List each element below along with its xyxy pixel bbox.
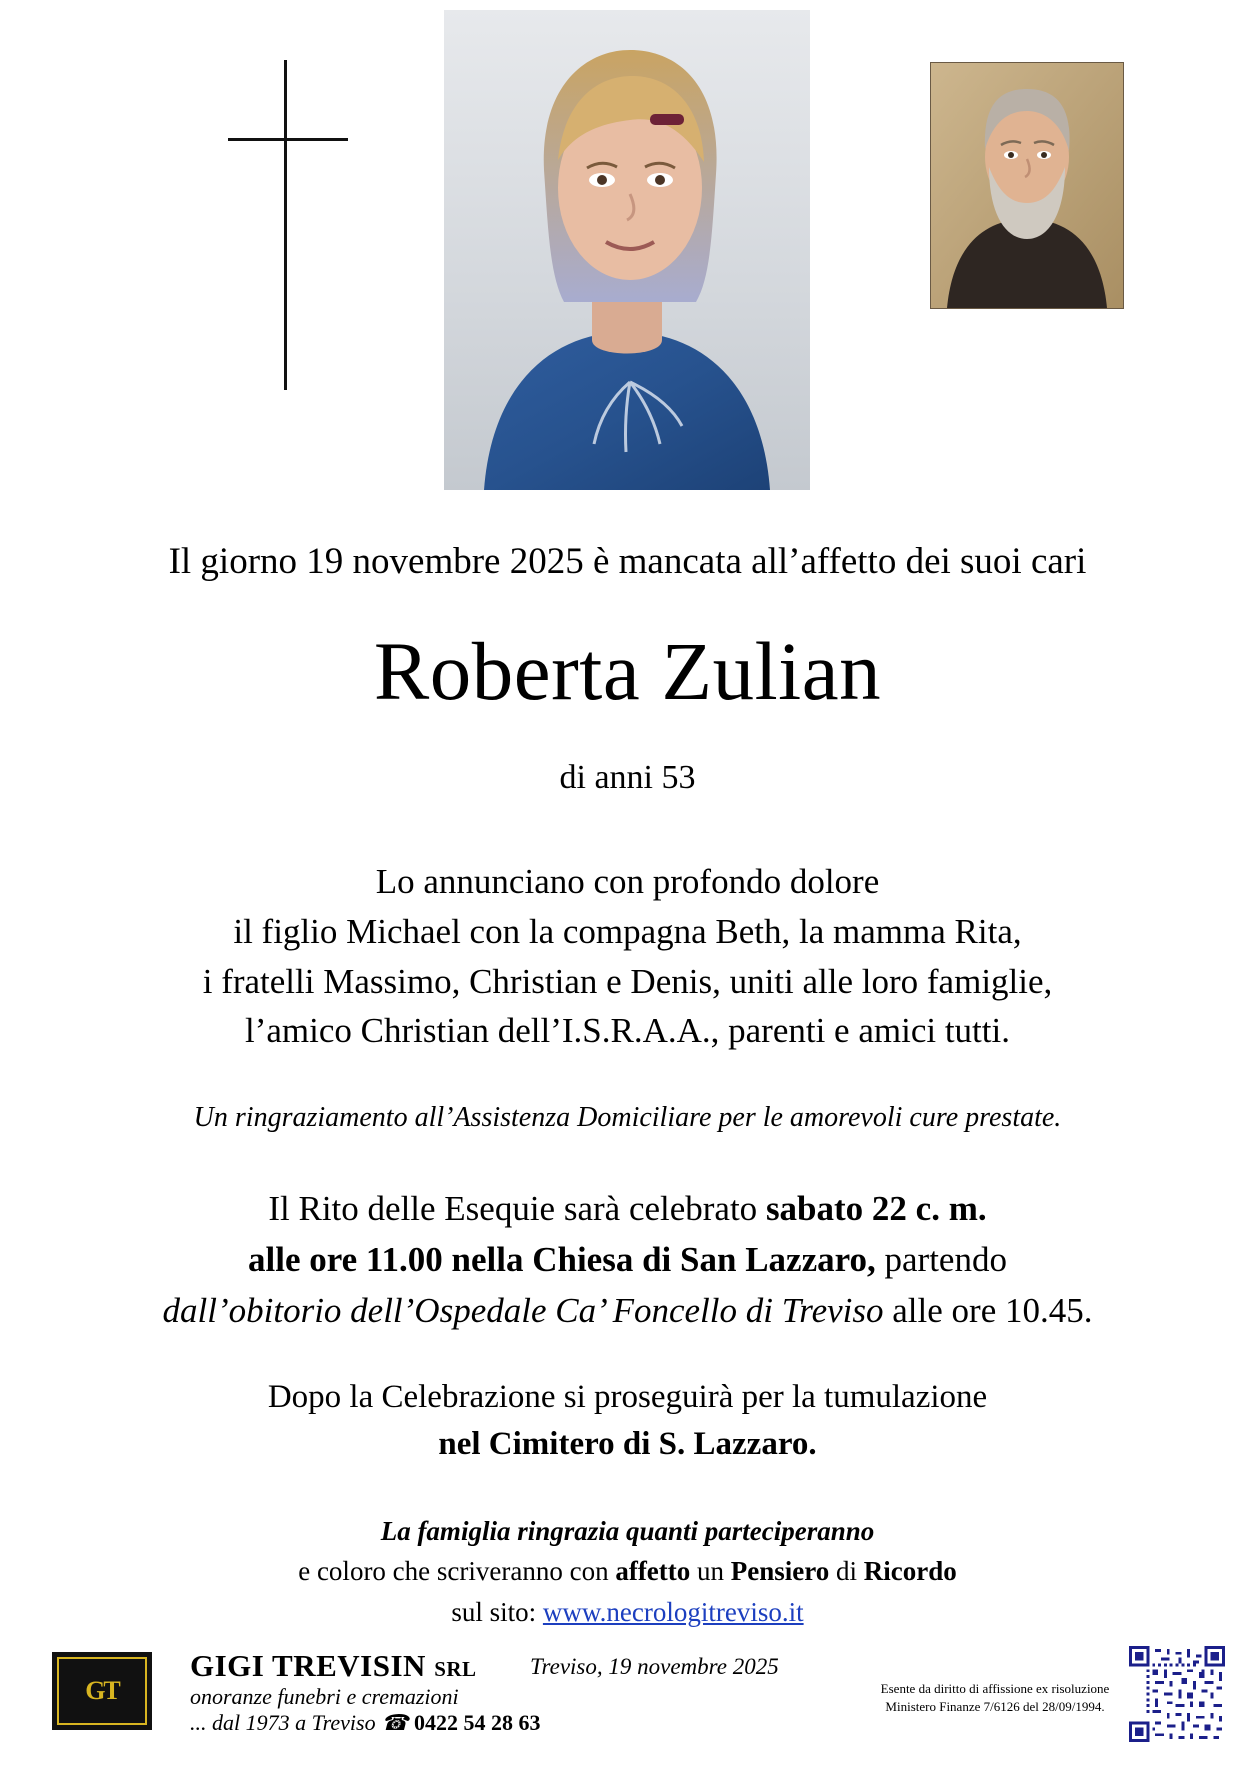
home-care-thanks: Un ringraziamento all’Assistenza Domiciliare per le amorevoli cure prestate. <box>193 1102 1062 1134</box>
rite-line-2 <box>0 1235 1255 1286</box>
rite-line-2-bold: alle ore 11.00 nella Chiesa di San Lazzaro, <box>248 1239 876 1279</box>
announcement-block <box>0 857 1255 1056</box>
announce-line-3: i fratelli Massimo, Christian e Denis, uniti alle loro famiglie, <box>202 961 1053 1001</box>
header-images-area <box>0 0 1255 520</box>
family-thanks-line-2 <box>0 1551 1255 1592</box>
rite-line-1-bold: sabato 22 c. m. <box>765 1189 987 1229</box>
ft2-ricordo: Ricordo <box>863 1556 957 1587</box>
website-link[interactable]: www.necrologitreviso.it <box>542 1596 804 1627</box>
qr-code <box>1129 1646 1225 1742</box>
agency-name: GIGI TREVISIN <box>190 1648 426 1683</box>
phone-icon: ☎ <box>381 1710 409 1735</box>
burial-block <box>0 1374 1255 1466</box>
rite-line-3 <box>0 1286 1255 1337</box>
ft3-prefix: sul sito: <box>451 1596 543 1627</box>
ft2-e: di <box>829 1556 864 1587</box>
funeral-rite-block <box>0 1184 1255 1336</box>
agency-since: ... dal 1973 a Treviso <box>190 1710 382 1735</box>
rite-line-3-italic: dall’obitorio dell’Ospedale Ca’ Foncello di Treviso <box>162 1290 884 1330</box>
announce-line-2: il figlio Michael con la compagna Beth, la mamma Rita, <box>233 912 1022 952</box>
burial-line-1: Dopo la Celebrazione si proseguirà per la tumulazione <box>267 1379 988 1416</box>
ft2-affetto: affetto <box>615 1556 691 1587</box>
exemption-note <box>870 1680 1120 1715</box>
family-thanks-block <box>0 1511 1255 1633</box>
announce-line-4: l’amico Christian dell’I.S.R.A.A., parenti e amici tutti. <box>245 1011 1010 1051</box>
obituary-text <box>0 540 1255 1632</box>
agency-services: onoranze funebri e cremazioni <box>190 1684 459 1709</box>
rite-line-1 <box>0 1184 1255 1235</box>
exemption-line-1: Esente da diritto di affissione ex risoluzione <box>880 1681 1110 1696</box>
ft2-a: e coloro che scriveranno con <box>298 1556 616 1587</box>
intro-line: Il giorno 19 novembre 2025 è mancata all’affetto dei suoi cari <box>168 541 1087 582</box>
burial-line-2 <box>0 1421 1255 1467</box>
padre-pio-portrait-image <box>930 62 1124 309</box>
burial-cemetery: nel Cimitero di S. Lazzaro. <box>438 1425 817 1462</box>
rite-line-3-plain: alle ore 10.45. <box>883 1290 1093 1330</box>
agency-suffix: SRL <box>434 1657 477 1681</box>
logo-initials: GT <box>57 1657 147 1725</box>
announce-line-1: Lo annunciano con profondo dolore <box>375 862 880 902</box>
deceased-portrait-photo <box>444 10 810 490</box>
agency-name-line <box>190 1648 541 1684</box>
family-thanks-line-3 <box>0 1592 1255 1633</box>
agency-phone: 0422 54 28 63 <box>414 1710 541 1735</box>
rite-line-1-plain: Il Rito delle Esequie sarà celebrato <box>268 1189 766 1229</box>
rite-line-2-plain: partendo <box>875 1239 1007 1279</box>
funeral-home-logo <box>52 1652 152 1730</box>
footer <box>0 1644 1255 1754</box>
funeral-home-details <box>190 1648 541 1736</box>
cross-horizontal-bar <box>228 138 348 141</box>
exemption-line-2: Ministero Finanze 7/6126 del 28/09/1994. <box>885 1698 1105 1714</box>
christian-cross-icon <box>228 60 348 390</box>
deceased-name: Roberta Zulian <box>373 625 882 718</box>
cross-vertical-bar <box>284 60 287 390</box>
deceased-age: di anni 53 <box>559 759 696 797</box>
agency-since-phone <box>190 1710 541 1736</box>
ft2-pensiero: Pensiero <box>730 1556 830 1587</box>
ft2-c: un <box>690 1556 731 1587</box>
family-thanks-line-1: La famiglia ringrazia quanti parteciperanno <box>380 1515 875 1546</box>
place-and-date: Treviso, 19 novembre 2025 <box>530 1654 779 1679</box>
